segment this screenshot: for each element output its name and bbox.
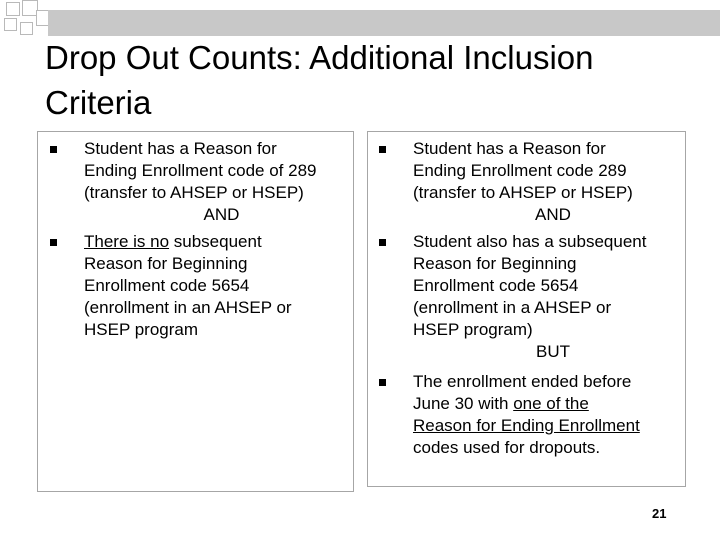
right-b2-line1: Student also has a subsequent	[413, 232, 647, 251]
slide-title: Drop Out Counts: Additional Inclusion Criteria	[45, 39, 594, 121]
right-and-separator: AND	[535, 205, 571, 224]
left-b2-rest: subsequent	[169, 232, 262, 251]
right-b2-line5: HSEP program)	[413, 320, 533, 339]
right-b1-line2: Ending Enrollment code 289	[413, 161, 627, 180]
right-b2-line3: Enrollment code 5654	[413, 276, 579, 295]
right-b3-line3: Reason for Ending Enrollment	[413, 416, 640, 435]
bullet-square-icon	[379, 146, 386, 153]
left-b1-line2: Ending Enrollment code of 289	[84, 161, 317, 180]
right-b2-line4: (enrollment in a AHSEP or	[413, 298, 612, 317]
right-b3-line2	[413, 393, 693, 415]
bullet-square-icon	[50, 146, 57, 153]
left-b2-line5: HSEP program	[84, 320, 199, 339]
right-b1-line1: Student has a Reason for	[413, 139, 606, 158]
right-b1-line3: (transfer to AHSEP or HSEP)	[413, 183, 633, 202]
left-b1-line3: (transfer to AHSEP or HSEP)	[84, 183, 304, 202]
decorative-squares	[0, 0, 50, 50]
left-b2-underlined: There is no	[84, 232, 170, 251]
right-panel	[367, 131, 686, 487]
left-b2-line1	[84, 231, 359, 253]
left-b2-line3: Enrollment code 5654	[84, 276, 250, 295]
bullet-square-icon	[379, 379, 386, 386]
bullet-square-icon	[50, 239, 57, 246]
right-b3-line4: codes used for dropouts.	[413, 438, 601, 457]
page-number: 21	[652, 506, 667, 521]
right-b3-line1: The enrollment ended before	[413, 372, 632, 391]
bullet-square-icon	[379, 239, 386, 246]
right-b3-line2-plain: June 30 with	[413, 394, 514, 413]
left-panel	[37, 131, 354, 492]
right-b3-line2-underlined: one of the	[513, 394, 589, 413]
header-bar	[48, 10, 720, 36]
left-b1-line1: Student has a Reason for	[84, 139, 277, 158]
left-b2-line4: (enrollment in an AHSEP or	[84, 298, 292, 317]
left-and-separator: AND	[203, 205, 240, 224]
right-but-separator: BUT	[536, 342, 570, 361]
right-b2-line2: Reason for Beginning	[413, 254, 577, 273]
left-b2-line2: Reason for Beginning	[84, 254, 248, 273]
